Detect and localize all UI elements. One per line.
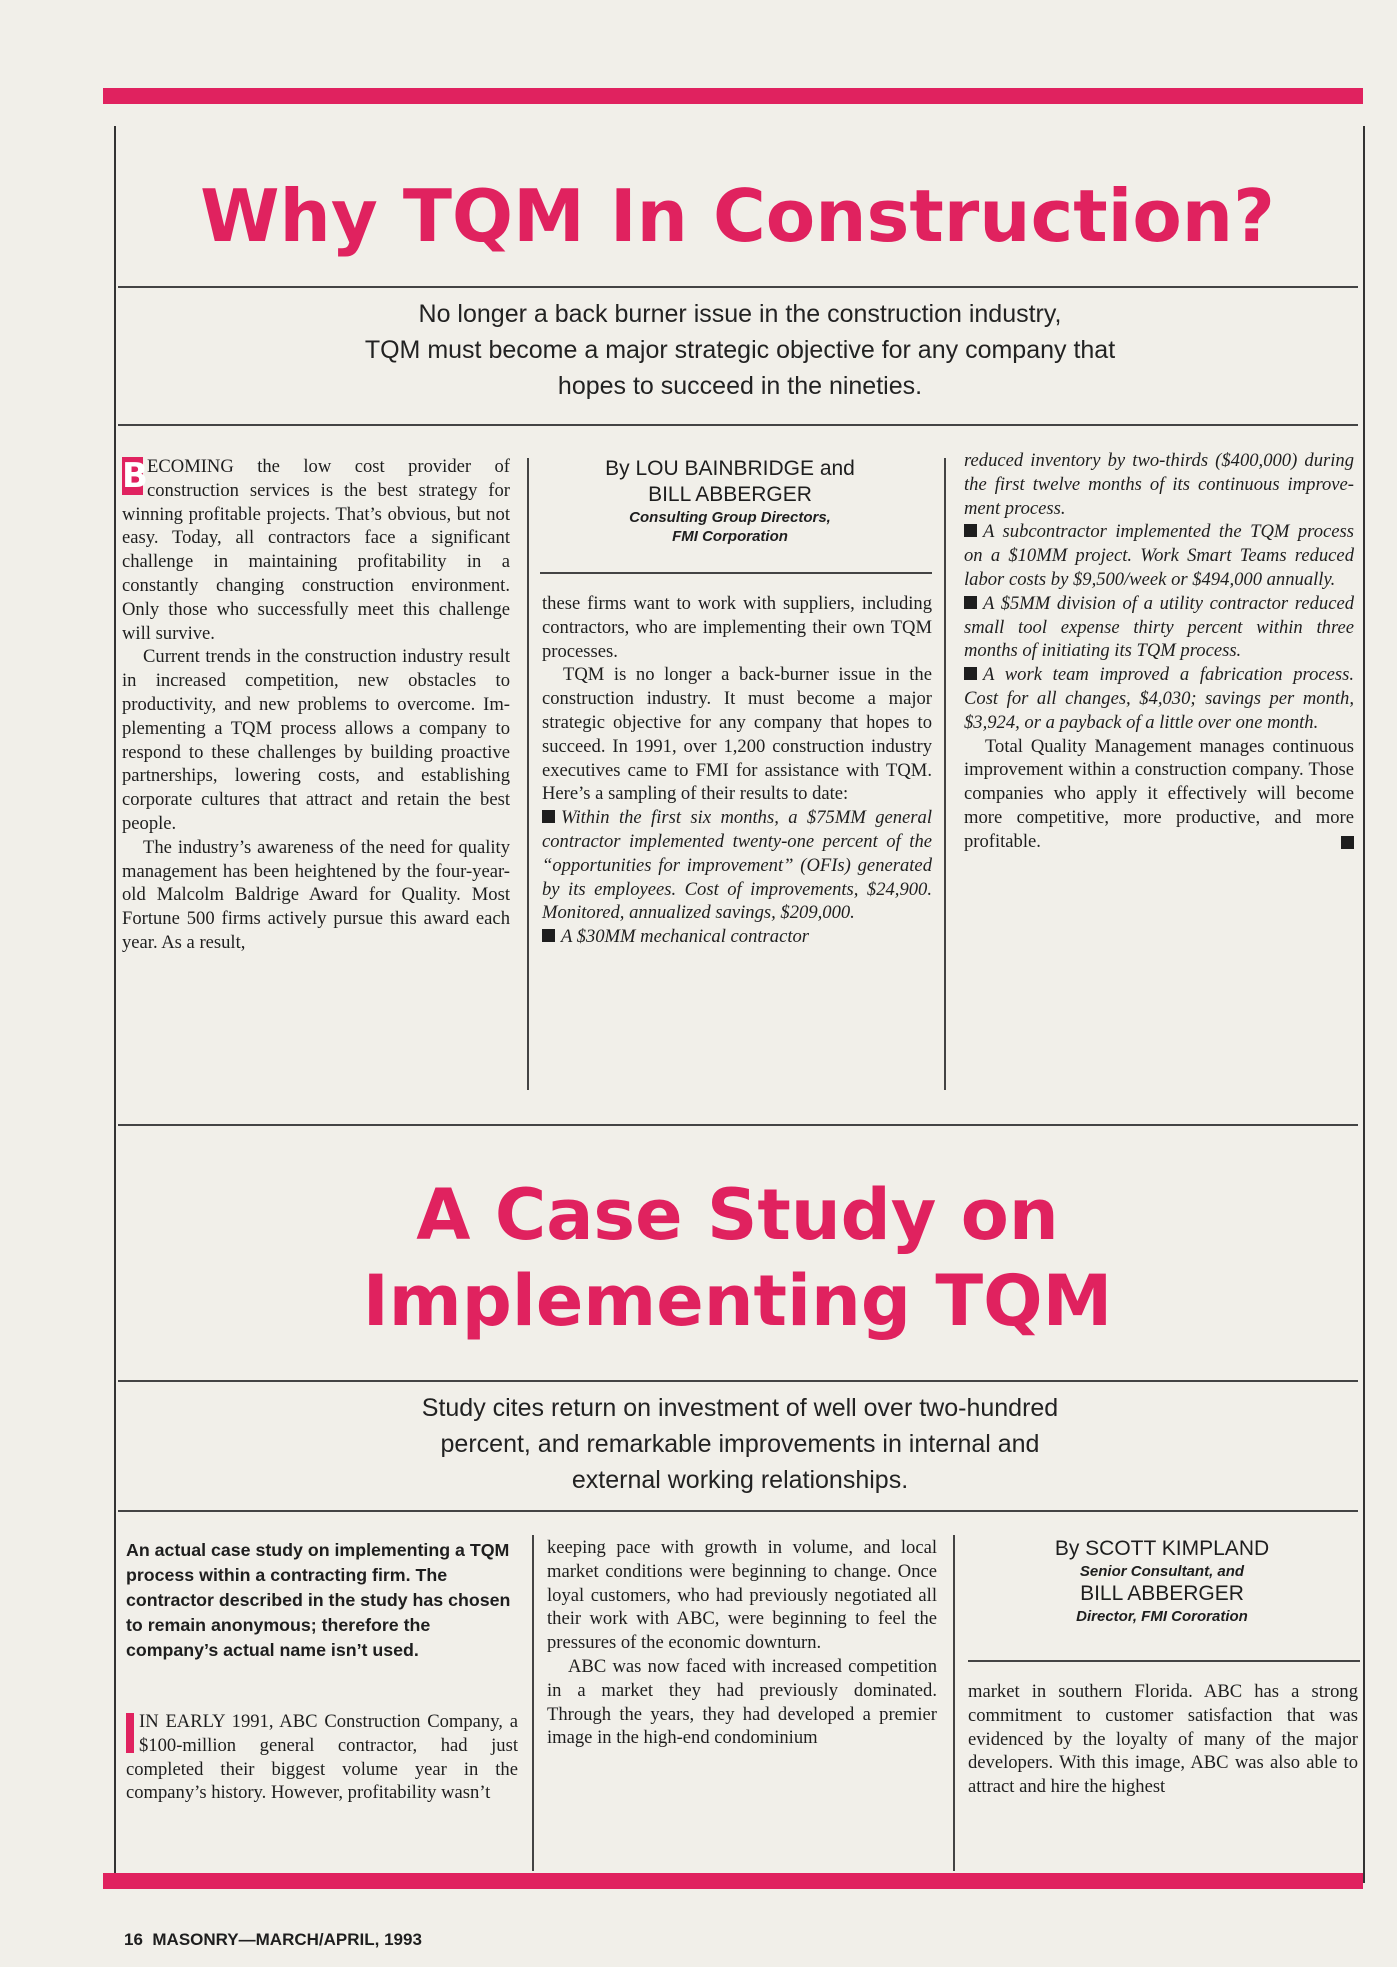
article2-subtitle-rule [118, 1510, 1358, 1512]
top-accent-rule [103, 88, 1363, 104]
bullet-text: Within the first six months, a $75MM general contractor implemented twenty-one percent of the “opportunities for improvement” (OFIs) generated by its employees. Cost of improvements, $24,900. Monitored, annualized savings, $209,000. [542, 807, 932, 924]
drop-cap: B [122, 456, 148, 496]
bullet-text: A subcontractor implemented the TQM process on a $10MM project. Work Smart Teams reduced labor costs by $9,500/week or $494,000 annually. [964, 521, 1354, 590]
author-name: By SCOTT KIMPLAND [1054, 1537, 1270, 1560]
paragraph: ABC was now faced with increased competition in a market they had previously dominated. Through the years, they had developed a premier image in the high-end condominium [547, 1655, 937, 1749]
author-role: Consulting Group Directors, [629, 509, 831, 526]
subtitle-line: Study cites return on investment of well over two-hundred [421, 1394, 1059, 1422]
paragraph-text: Total Quality Management manages continuous improvement within a construction company. Those companies who apply it effectively will become more competitive, more productive, and more profitable. [964, 735, 1354, 852]
bullet-square-icon [964, 596, 977, 609]
subtitle-line: external working relationships. [571, 1466, 909, 1494]
article2-column-3 [968, 1680, 1358, 1799]
article1-byline [540, 456, 920, 546]
subtitle-line: TQM must become a major strategic objective for any company that [364, 336, 1116, 364]
paragraph-text: ECOMING the low cost provider of construction services is the best strategy for winning profitable projects. That’s obvious, but not easy. Today, all contractors face a significant challenge in maintaining profitability in a constantly changing construction environment. Only those who successfully meet this challenge will survive. [122, 456, 510, 644]
article2-column-1 [126, 1710, 518, 1805]
byline-rule [968, 1660, 1360, 1662]
page-number: 16 [124, 1930, 143, 1949]
bullet-item [542, 925, 932, 949]
article1-column-3 [964, 449, 1354, 854]
article2-title [114, 1172, 1361, 1344]
bullet-text: A $30MM mechanical contractor [561, 926, 810, 948]
bullet-item [964, 592, 1354, 663]
subtitle-line: hopes to succeed in the nineties. [557, 372, 923, 400]
article1-subtitle [200, 296, 1280, 404]
subtitle-line: No longer a back burner issue in the construction industry, [418, 300, 1062, 328]
author-names: BILL ABBERGER [648, 483, 812, 506]
article1-column-2 [542, 592, 932, 949]
bullet-square-icon [542, 810, 555, 823]
paragraph: The industry’s awareness of the need for quality management has been heightened by the four-year-old Malcolm Baldrige Award for Quality. Most Fortune 500 firms actively pursue this award each year. As a result, [122, 836, 510, 953]
author-role: FMI Corporation [672, 528, 788, 545]
column-divider [527, 458, 529, 1090]
bullet-square-icon [964, 524, 977, 537]
bullet-text: A $5MM division of a utility contractor reduced small tool expense thirty percent within three months of initiating its TQM process. [964, 592, 1354, 662]
publication-info: MASONRY—MARCH/APRIL, 1993 [152, 1930, 422, 1949]
bullet-square-icon [542, 929, 555, 942]
paragraph [126, 1710, 518, 1805]
paragraph [964, 735, 1354, 854]
article2-column-2 [547, 1536, 937, 1750]
paragraph [122, 455, 510, 645]
author-role: Director, FMI Cororation [1076, 1608, 1248, 1625]
paragraph-text: N EARLY 1991, ABC Construction Company, a $100-million general contractor, had just completed their biggest volume year in the company’s history. However, profitability wasn’t [126, 1711, 518, 1804]
bullet-item [964, 663, 1354, 734]
column-divider [532, 1535, 534, 1871]
paragraph: these firms want to work with suppliers, including contractors, who are implementing their own TQM processes. [542, 593, 932, 662]
bottom-accent-rule [103, 1873, 1363, 1889]
author-role: Senior Consultant, and [1079, 1563, 1245, 1580]
title-line: A Case Study on [416, 1174, 1059, 1256]
byline-rule [540, 572, 932, 574]
bullet-text: A work team improved a fabrication process. Cost for all changes, $4,030; savings per month, $3,924, or a payback of a little over one month. [964, 664, 1354, 733]
paragraph: Current trends in the construction industry result in increased competition, new obstacles to productivity, and new problems to overcome. Implementing a TQM process allows a company to respond to these challenges by building proactive partnerships, lowering costs, and establishing corporate cultures that attract and retain the best people. [122, 646, 510, 834]
article2-intro: An actual case study on implementing a TQM process within a contracting firm. The contractor described in the study has chosen to remain anonymous; therefore the company’s actual name isn’t used. [126, 1540, 511, 1660]
drop-cap: I [139, 1711, 146, 1732]
bullet-item [542, 806, 932, 925]
drop-cap-bar [126, 1713, 134, 1753]
article2-subtitle [200, 1390, 1280, 1498]
paragraph: reduced inventory by two-thirds ($400,000) during the first twelve months of its continuous improvement process. [964, 450, 1354, 519]
paragraph: keeping pace with growth in volume, and local market conditions were beginning to change. Once loyal customers, who had previously negotiated all their work with ABC, were beginning to feel the pressures of the economic downturn. [547, 1537, 937, 1654]
article1-column-1 [122, 455, 510, 955]
paragraph: TQM is no longer a back-burner issue in the construction industry. It must become a major strategic objective for any company that hopes to succeed. In 1991, over 1,200 construction industry executives came to FMI for assistance with TQM. Here’s a sampling of their results to date: [542, 664, 932, 805]
page-footer [124, 1930, 422, 1950]
title-line: Implementing TQM [362, 1260, 1113, 1342]
column-divider [944, 458, 946, 1090]
article1-title: Why TQM In Construction? [200, 174, 1275, 258]
author-names: By LOU BAINBRIDGE and [605, 457, 855, 480]
bullet-item [964, 520, 1354, 591]
author-name: BILL ABBERGER [1080, 1582, 1244, 1605]
column-divider [953, 1535, 955, 1871]
paragraph: market in southern Florida. ABC has a strong commitment to customer satisfaction that was evidenced by the loyalty of many of the major developers. With this image, ABC was also able to attract and hire the highest [968, 1681, 1358, 1798]
article-separator-rule [118, 1124, 1358, 1126]
end-mark-icon [1341, 836, 1354, 849]
subtitle-line: percent, and remarkable improvements in internal and [440, 1430, 1040, 1458]
article1-title-rule [118, 286, 1358, 288]
article2-byline [966, 1536, 1358, 1626]
bullet-square-icon [964, 667, 977, 680]
article1-subtitle-rule [118, 424, 1358, 426]
article2-title-rule [118, 1380, 1358, 1382]
